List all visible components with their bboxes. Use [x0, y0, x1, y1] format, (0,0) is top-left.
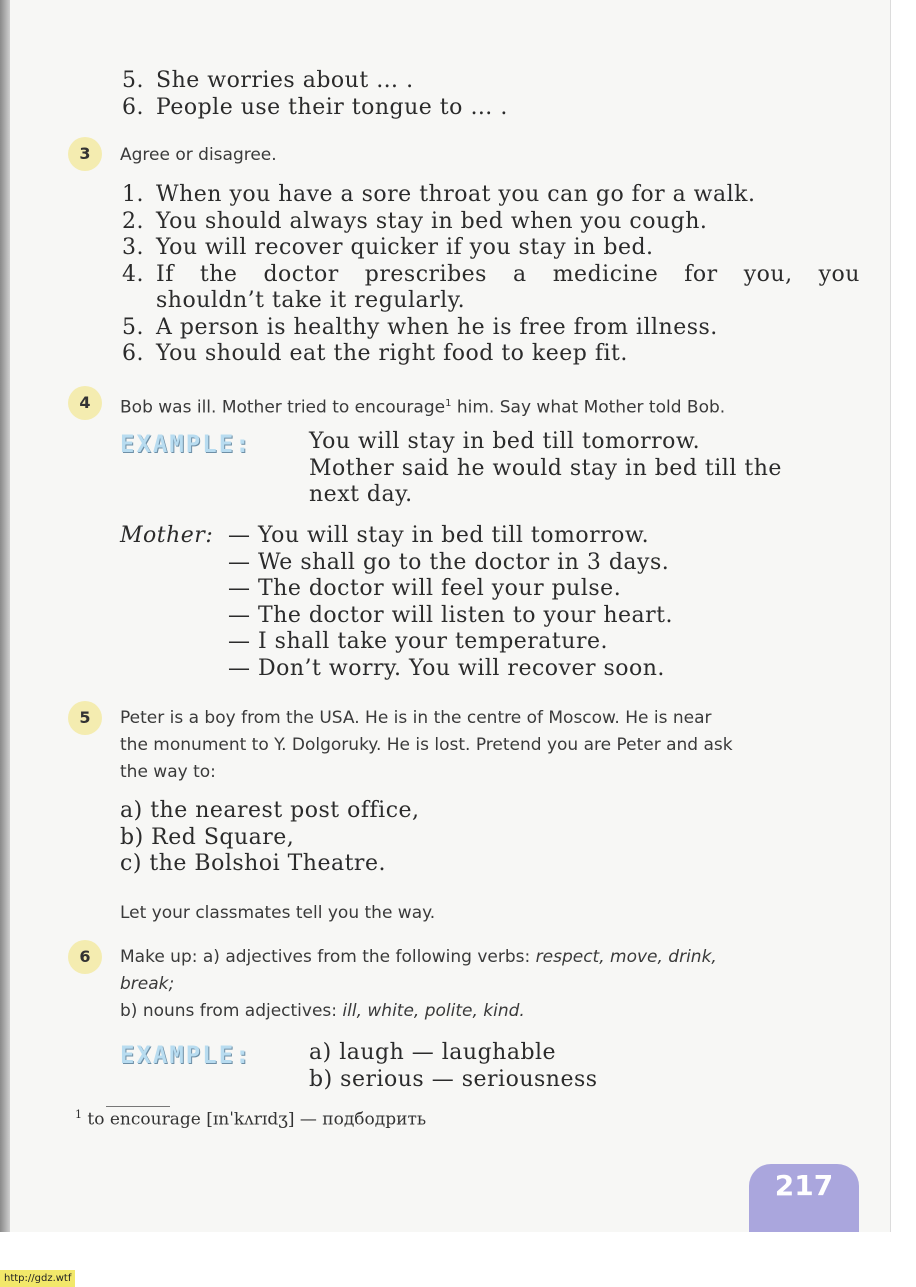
top-list: [122, 68, 508, 121]
exercise-6-badge: 6: [68, 940, 102, 974]
exercise-3-badge: 3: [68, 137, 102, 171]
instruction-line: b) nouns from adjectives: ill, white, polite, kind.: [120, 1001, 525, 1021]
book-binding-shadow: [0, 0, 10, 1232]
exercise-4-dialogue: [228, 523, 673, 682]
list-item: 2. You should always stay in bed when you cough.: [122, 208, 708, 234]
footnote-divider: [106, 1106, 170, 1107]
exercise-4-badge: 4: [68, 386, 102, 420]
example-label: EXAMPLE:: [120, 1041, 252, 1069]
dialogue-line: — You will stay in bed till tomorrow.: [228, 523, 650, 548]
instruction-line: Make up: a) adjectives from the following verbs: respect, move, drink,: [120, 947, 717, 967]
list-item: 5. A person is healthy when he is free from illness.: [122, 314, 718, 340]
example-label: EXAMPLE:: [120, 430, 252, 458]
exercise-4-instruction: Bob was ill. Mother tried to encourage$^1$ him. Say what Mother told Bob.: [120, 397, 726, 418]
instruction-line: Peter is a boy from the USA. He is in the centre of Moscow. He is near: [120, 708, 712, 728]
speaker-label: Mother:: [120, 523, 214, 548]
instruction-line: the way to:: [120, 762, 216, 782]
page-number: 217: [749, 1164, 859, 1232]
watermark-link[interactable]: http://gdz.wtf: [0, 1270, 75, 1287]
example-line: b) serious — seriousness: [309, 1066, 598, 1092]
example-line: You will stay in bed till tomorrow.: [309, 429, 701, 454]
exercise-3-instruction: Agree or disagree.: [120, 145, 277, 165]
dialogue-line: — We shall go to the doctor in 3 days.: [228, 549, 670, 575]
exercise-5-badge: 5: [68, 701, 102, 735]
list-item: 5. She worries about … .: [122, 68, 414, 93]
option-item: b) Red Square,: [120, 824, 295, 850]
exercise-3-list: [122, 182, 860, 368]
exercise-5-followup: Let your classmates tell you the way.: [120, 903, 436, 923]
dialogue-line: — The doctor will listen to your heart.: [228, 602, 673, 628]
list-item: 3. You will recover quicker if you stay in bed.: [122, 235, 654, 260]
dialogue-line: — I shall take your temperature.: [228, 629, 608, 654]
example-line: Mother said he would stay in bed till the: [309, 455, 782, 481]
list-item: 1. When you have a sore throat you can go for a walk.: [122, 182, 756, 207]
exercise-4-example-text: [309, 429, 782, 509]
justified-line: If the doctor prescribes a medicine for you, you: [156, 261, 860, 287]
option-item: c) the Bolshoi Theatre.: [120, 851, 386, 876]
exercise-6-example-text: [309, 1040, 598, 1093]
dialogue-line: — The doctor will feel your pulse.: [228, 576, 622, 601]
example-line: next day.: [309, 482, 413, 507]
option-item: a) the nearest post office,: [120, 798, 420, 823]
list-item: 6. People use their tongue to … .: [122, 94, 508, 120]
instruction-line: the monument to Y. Dolgoruky. He is lost. Pretend you are Peter and ask: [120, 735, 733, 755]
example-line: a) laugh — laughable: [309, 1040, 557, 1065]
exercise-5-instruction: [120, 705, 733, 786]
footnote: $^1$ to encourage [ɪnˈkʌrɪdʒ] — подбодрить: [75, 1108, 427, 1130]
list-item: 6. You should eat the right food to keep fit.: [122, 341, 628, 366]
exercise-6-instruction: [120, 944, 717, 1025]
footnote-mark: 1: [445, 398, 452, 409]
dialogue-line: — Don’t worry. You will recover soon.: [228, 655, 665, 681]
instruction-line: break;: [120, 974, 175, 994]
list-item: 4. If the doctor prescribes a medicine for you, you: [122, 261, 860, 287]
exercise-5-options: [120, 798, 420, 878]
list-item-continuation: shouldn’t take it regularly.: [156, 288, 466, 313]
